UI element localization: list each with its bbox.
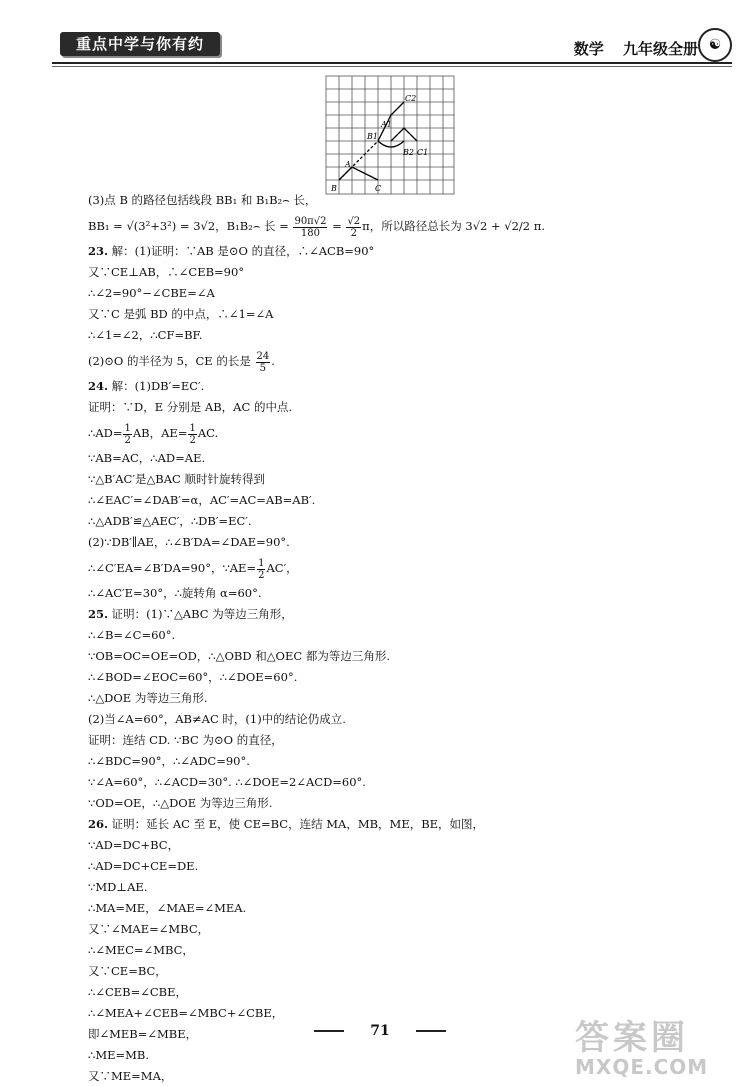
line-text: ∴∠1=∠2，∴CF=BF.: [88, 328, 203, 342]
line-text: 又∵∠MAE=∠MBC，: [88, 922, 210, 936]
text-line: [88, 325, 708, 346]
text-line: [88, 604, 708, 625]
watermark-url: MXQE.COM: [575, 1055, 709, 1079]
fraction: [293, 216, 327, 239]
question-number: 23.: [88, 244, 109, 258]
text-line: [88, 241, 708, 262]
text-line: [88, 982, 708, 1003]
line-text: AC.: [197, 426, 219, 440]
grade-label: 九年级全册: [622, 40, 698, 58]
question-number: 26.: [88, 817, 109, 831]
page-number: 71: [340, 1020, 420, 1042]
line-text: ∵MD⊥AE.: [88, 880, 148, 894]
book-logo-icon: ☯: [698, 28, 732, 62]
text-line: [88, 397, 708, 418]
text-line: [88, 211, 708, 241]
line-text: π，所以路径总长为 3√2 + √2/2 π.: [362, 219, 545, 233]
fraction: [123, 423, 131, 446]
label-a: A: [345, 160, 351, 169]
line-text: 证明：(1)∵△ABC 为等边三角形，: [108, 607, 293, 621]
fraction-denominator: 5: [259, 362, 267, 374]
label-a1: A1: [381, 120, 392, 129]
line-text: ∵△B′AC′是△BAC 顺时针旋转得到: [88, 472, 265, 486]
text-line: [88, 814, 708, 835]
text-line: [88, 730, 708, 751]
label-c2: C2: [405, 94, 417, 103]
line-text: 即∠MEB=∠MBE，: [88, 1027, 198, 1041]
line-text: ∴∠EAC′=∠DAB′=α，AC′=AC=AB=AB′.: [88, 493, 316, 507]
text-line: [88, 490, 708, 511]
text-line: [88, 940, 708, 961]
line-text: .: [271, 354, 275, 368]
label-b: B: [331, 184, 337, 193]
text-line: [88, 346, 708, 376]
line-text: ∴∠B=∠C=60°.: [88, 628, 176, 642]
text-line: [88, 262, 708, 283]
text-line: [88, 877, 708, 898]
fraction-denominator: 2: [258, 569, 265, 581]
subject-label: 数学: [573, 40, 604, 58]
question-number: 25.: [88, 607, 109, 621]
header-subject-grade: [560, 38, 698, 59]
fraction-numerator: 1: [189, 422, 196, 434]
fraction-denominator: 2: [350, 227, 357, 239]
text-line: [88, 835, 708, 856]
label-c: C: [375, 184, 382, 193]
line-text: 解：(1)证明：∵AB 是⊙O 的直径，∴∠ACB=90°: [108, 244, 375, 258]
line-text: ∴∠BDC=90°，∴∠ADC=90°.: [88, 754, 250, 768]
text-line: [88, 688, 708, 709]
line-text: ∴∠CEB=∠CBE，: [88, 985, 188, 999]
text-line: [88, 919, 708, 940]
line-text: 证明：∵D，E 分别是 AB，AC 的中点.: [88, 400, 293, 414]
line-text: ∵∠A=60°，∴∠ACD=30°. ∴∠DOE=2∠ACD=60°.: [88, 775, 366, 789]
line-text: 证明：连结 CD. ∵BC 为⊙O 的直径，: [88, 733, 283, 747]
text-line: [88, 793, 708, 814]
fraction: [256, 351, 271, 374]
solution-text: [88, 190, 708, 1087]
line-text: ∴∠BOD=∠EOC=60°，∴∠DOE=60°.: [88, 670, 298, 684]
text-line: [88, 190, 708, 211]
header-rule-thin: [52, 66, 732, 67]
line-text: ∴ME=MB.: [88, 1048, 150, 1062]
line-text: ∴△DOE 为等边三角形.: [88, 691, 208, 705]
line-text: 证明：延长 AC 至 E，使 CE=BC，连结 MA，MB，ME，BE，如图，: [108, 817, 485, 831]
line-text: ∵OD=OE，∴△DOE 为等边三角形.: [88, 796, 273, 810]
text-line: [88, 625, 708, 646]
line-text: ∴AD=: [88, 426, 123, 440]
text-line: [88, 304, 708, 325]
label-b2: B2: [403, 148, 414, 157]
fraction: [188, 423, 196, 446]
label-b1: B1: [367, 132, 378, 141]
text-line: [88, 961, 708, 982]
line-text: ∵AD=DC+BC，: [88, 838, 180, 852]
text-line: [88, 553, 708, 583]
line-text: ∴∠2=90°−∠CBE=∠A: [88, 286, 215, 300]
text-line: [88, 667, 708, 688]
fraction: [346, 216, 361, 239]
fraction-numerator: 1: [124, 422, 131, 434]
line-text: ∵OB=OC=OE=OD，∴△OBD 和△OEC 都为等边三角形.: [88, 649, 390, 663]
line-text: (2)当∠A=60°，AB≠AC 时，(1)中的结论仍成立.: [88, 712, 346, 726]
line-text: ∴∠MEA+∠CEB=∠MBC+∠CBE，: [88, 1006, 284, 1020]
text-line: [88, 418, 708, 448]
text-line: [88, 376, 708, 397]
grid-lines: [326, 76, 454, 194]
fraction-denominator: 2: [189, 434, 196, 446]
line-text: (2)⊙O 的半径为 5，CE 的长是: [88, 354, 255, 368]
text-line: [88, 856, 708, 877]
line-text: ∵AB=AC，∴AD=AE.: [88, 451, 206, 465]
header-rule: [52, 62, 732, 64]
line-text: ∴△ADB′≌△AEC′，∴DB′=EC′.: [88, 514, 252, 528]
text-line: [88, 751, 708, 772]
line-text: 又∵CE⊥AB，∴∠CEB=90°: [88, 265, 245, 279]
fraction-denominator: 180: [300, 227, 321, 239]
text-line: [88, 448, 708, 469]
line-text: 又∵CE=BC，: [88, 964, 167, 978]
text-line: [88, 772, 708, 793]
text-line: [88, 583, 708, 604]
fraction-numerator: √2: [347, 215, 361, 227]
fraction-denominator: 2: [124, 434, 131, 446]
text-line: [88, 511, 708, 532]
text-line: [88, 283, 708, 304]
line-text: ∴AD=DC+CE=DE.: [88, 859, 199, 873]
page-header: [0, 0, 750, 70]
line-text: ∴MA=ME，∠MAE=∠MEA.: [88, 901, 247, 915]
line-text: ∴∠AC′E=30°，∴旋转角 α=60°.: [88, 586, 262, 600]
text-line: [88, 532, 708, 553]
line-text: ∴∠C′EA=∠B′DA=90°，∵AE=: [88, 561, 257, 575]
line-text: AB，AE=: [132, 426, 188, 440]
line-text: AC′，: [266, 561, 298, 575]
text-line: [88, 709, 708, 730]
line-text: 又∵ME=MA，: [88, 1069, 173, 1083]
text-line: [88, 898, 708, 919]
line-text: ∴∠MEC=∠MBC，: [88, 943, 194, 957]
fraction-numerator: 24: [256, 350, 270, 362]
label-c1: C1: [417, 148, 429, 157]
line-text: (2)∵DB′∥AE，∴∠B′DA=∠DAE=90°.: [88, 535, 290, 549]
line-text: BB₁ = √(3²+3²) = 3√2，B₁B₂⌢ 长 =: [88, 219, 293, 233]
question-number: 24.: [88, 379, 109, 393]
grid-figure: [325, 75, 455, 195]
text-line: [88, 469, 708, 490]
line-text: 又∵C 是弧 BD 的中点，∴∠1=∠A: [88, 307, 274, 321]
fraction-numerator: 90π√2: [294, 215, 327, 227]
text-line: [88, 646, 708, 667]
line-text: 解：(1)DB′=EC′.: [108, 379, 205, 393]
line-text: =: [328, 219, 346, 233]
fraction-numerator: 1: [258, 557, 265, 569]
watermark-title: 答案圈: [575, 1018, 689, 1058]
line-text: (3)点 B 的路径包括线段 BB₁ 和 B₁B₂⌢ 长，: [88, 193, 317, 207]
brand-banner: 重点中学与你有约: [60, 32, 220, 56]
fraction: [257, 558, 265, 581]
